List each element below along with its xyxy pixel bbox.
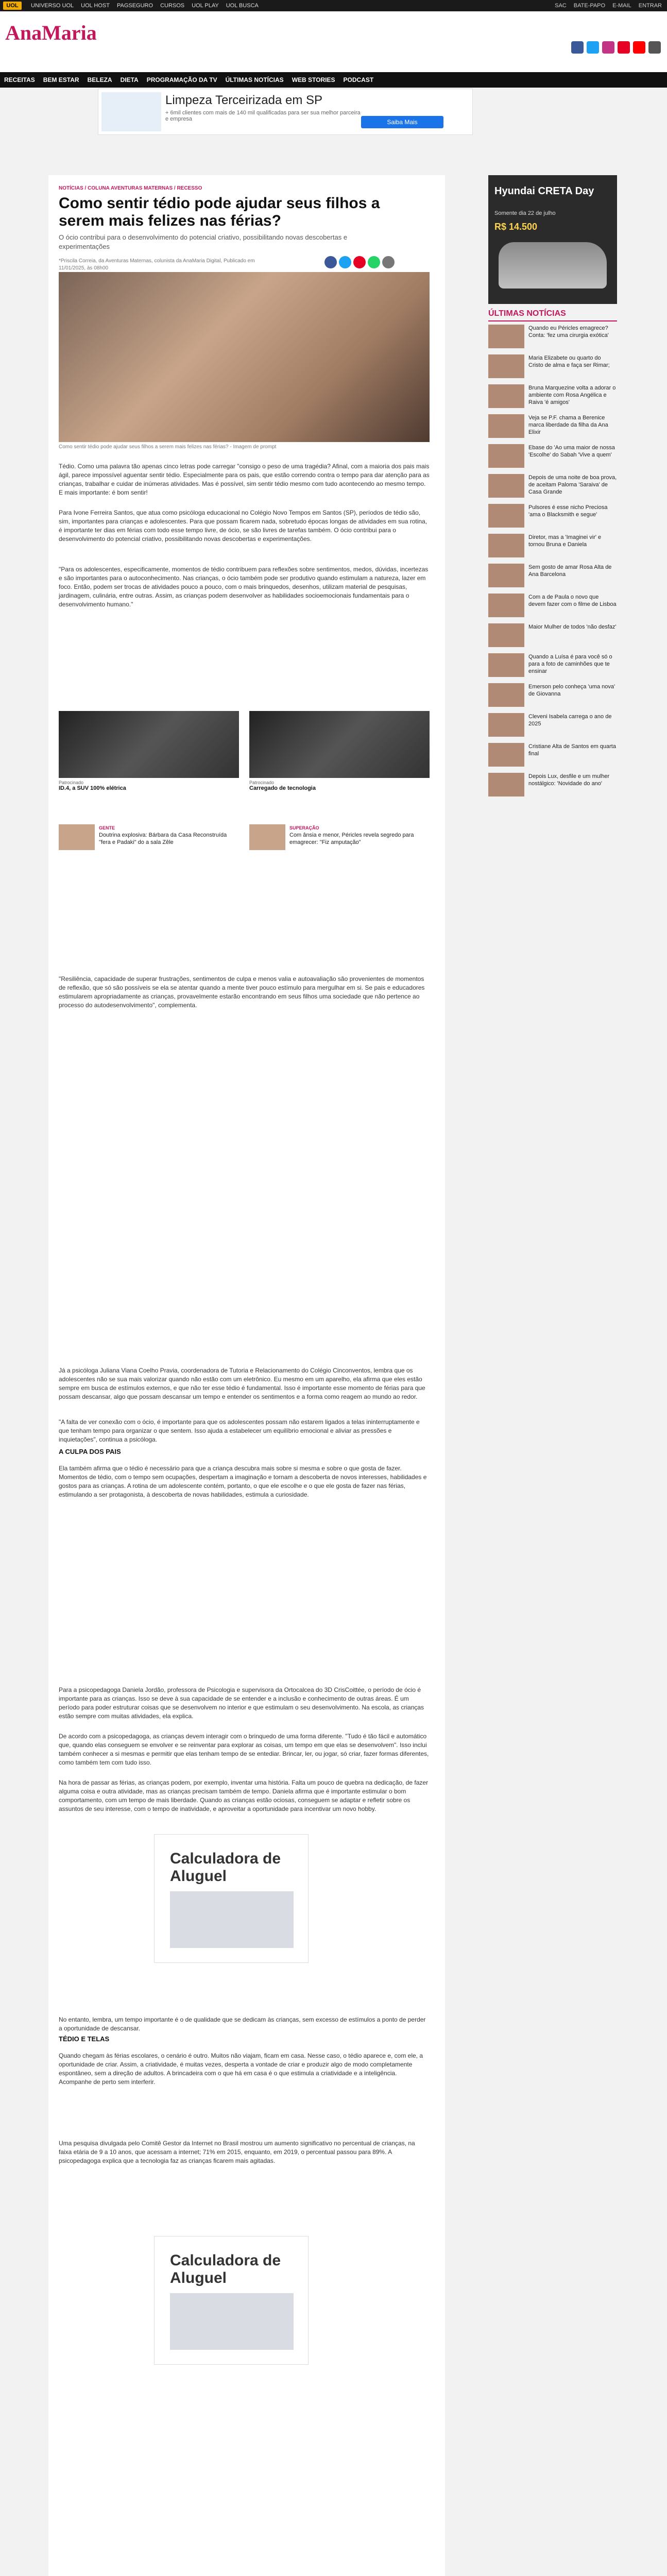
nav-item-ultimas[interactable]: ÚLTIMAS NOTÍCIAS: [225, 76, 284, 83]
email-share-icon[interactable]: [382, 256, 395, 268]
nav-item-beleza[interactable]: BELEZA: [87, 76, 112, 83]
twitter-icon[interactable]: [587, 41, 599, 54]
news-thumb: [488, 743, 524, 767]
card-caption: Carregado de tecnologia: [249, 785, 316, 791]
pinterest-icon[interactable]: [618, 41, 630, 54]
uol-link[interactable]: CURSOS: [160, 3, 185, 9]
uol-link[interactable]: UOL BUSCA: [226, 3, 259, 9]
sidebar-news-item[interactable]: [488, 474, 617, 502]
whatsapp-share-icon[interactable]: [368, 256, 380, 268]
sidebar-news-item[interactable]: [488, 534, 617, 562]
news-title: Pulsores é esse nicho Preciosa 'ama o Blacksmith e segue': [528, 504, 608, 518]
sidebar-news-item[interactable]: [488, 623, 617, 651]
sidebar-news-item[interactable]: [488, 594, 617, 621]
article-paragraph: "Para os adolescentes, especificamente, momentos de tédio contribuem para reflexões sobre sentimentos, medos, dúvidas, incertezas e são importantes para o autoconhecimento. Nas crianças, o ócio também pode ser produtivo quando estimulam a natureza, lazer em foco. Então, podem ser trocas de atividades pouco a pouco, com o mais brinquedos, desenhos, utilizam material de pesquisas, jardinagem, culinária, entre outras. Assim, as crianças podem desenvolver as habilidades socioemocionais fundamentais para o desenvolvimento humano.": [59, 566, 429, 608]
pinterest-share-icon[interactable]: [353, 256, 366, 268]
uol-top-bar: [0, 0, 667, 11]
calculator-ad-title: Calculadora de Aluguel: [170, 2252, 281, 2286]
article-paragraph: "A falta de ver conexão com o ócio, é importante para que os adolescentes possam não estarem ligados a telas ininterruptamente e que tenham tempo para organizar o que sentem. Isso ajuda a estabelecer um equilíbrio emocional e aliviar as pressões e inquietações", continua a psicóloga.: [59, 1418, 420, 1443]
related-title: Doutrina explosiva: Bárbara da Casa Reconstruída "fera e Padaki" do a sala Zêle: [99, 832, 227, 845]
sidebar-news-item[interactable]: [488, 653, 617, 681]
article-paragraph: "Resiliência, capacidade de superar frustrações, sentimentos de culpa e menos valia e autoavaliação são provenientes de momentos de reflexão, que só são possíveis se ela se atentar quando a mente tiver pouco estímulo para mergulhar em si. Se pais e educadores estimularem apropriadamente as crianças, provavelmente estarão encontrando em seus filhos uma sociedade que não pertence ao processo do autodesenvolvimento", complementa.: [59, 975, 425, 1009]
article-paragraph: Para a psicopedagoga Daniela Jordão, professora de Psicologia e supervisora da Ortocalcea do 3D CrisCoittée, o período de ócio é importante para as crianças. Isso se deve à sua capacidade de se entender e a inclusão e conhecimento de outras áreas. É um período para poder estruturar coisas que se desenvolvem no interior e que estimulam o seu desenvolvimento. Na escola, as crianças estão sempre com muitas atividades, ela explica.: [59, 1686, 424, 1720]
uol-link[interactable]: UOL PLAY: [192, 3, 219, 9]
news-thumb: [488, 534, 524, 557]
uol-link[interactable]: PAGSEGURO: [116, 3, 153, 9]
sidebar-ad-title: Hyundai CRETA Day: [494, 185, 594, 197]
news-title: Quando a Luísa é para você só o para a foto de caminhões que te ensinar: [528, 654, 612, 674]
card-image: [249, 711, 430, 778]
card-image: [59, 711, 239, 778]
news-thumb: [488, 623, 524, 647]
facebook-share-icon[interactable]: [324, 256, 337, 268]
ad-cta-button[interactable]: Saiba Mais: [361, 116, 443, 128]
sidebar-ad[interactable]: [488, 175, 617, 304]
article-byline: *Priscila Correia, da Aventuras Maternas, colunista da AnaMaria Digital, Publicado em 11/01/2025, às 08h00: [59, 258, 255, 271]
article-paragraph: No entanto, lembra, um tempo importante é o de qualidade que se dedicam às crianças, sem excesso de estímulos a ponto de perder a oportunidade de descansar.: [59, 2016, 426, 2032]
uol-account-links: [555, 3, 662, 9]
news-thumb: [488, 325, 524, 348]
top-ad-banner[interactable]: [98, 89, 473, 135]
youtube-icon[interactable]: [633, 41, 645, 54]
article-paragraph: Ela também afirma que o tédio é necessário para que a criança descubra mais sobre si mesma e sobre o que gosta de fazer. Momentos de tédio, com o tempo sem ocupações, despertam a imaginação e tornam a descoberta de novos interesses, habilidades e gostos para as crianças. A rotina de um adolescente contém, portanto, o que ele escolhe e o que ele gosta de fazer nas férias, estimulando a ser protagonista, à descoberta de novas habilidades, estimula a curiosidade.: [59, 1465, 427, 1498]
sidebar-news-item[interactable]: [488, 683, 617, 711]
nav-item-receitas[interactable]: RECEITAS: [4, 76, 35, 83]
news-thumb: [488, 444, 524, 468]
news-title: Sem gosto de amar Rosa Alta de Ana Barcelona: [528, 564, 612, 578]
related-thumb: [59, 824, 95, 850]
uol-logo[interactable]: UOL: [3, 2, 22, 10]
sponsored-card[interactable]: [249, 711, 430, 791]
news-title: Ebase do 'Ao uma maior de nossa 'Escolhe' do Sabah 'Vive a quem': [528, 445, 615, 458]
news-thumb: [488, 594, 524, 617]
nav-item-podcast[interactable]: PODCAST: [343, 76, 374, 83]
ad-image: [101, 92, 161, 131]
login-link[interactable]: ENTRAR: [638, 3, 662, 9]
news-title: Com a de Paula o novo que devem fazer com o filme de Lisboa: [528, 594, 617, 607]
twitter-share-icon[interactable]: [339, 256, 351, 268]
card-caption: ID.4, a SUV 100% elétrica: [59, 785, 126, 791]
search-icon[interactable]: [648, 41, 661, 54]
share-buttons: [324, 256, 395, 268]
card-label: Patrocinado: [249, 780, 275, 785]
article-subtitle: O ócio contribui para o desenvolvimento do potencial criativo, possibilitando novas descobertas e experimentações: [59, 233, 348, 250]
sponsored-card[interactable]: [59, 711, 239, 791]
related-item[interactable]: [249, 824, 430, 850]
instagram-icon[interactable]: [602, 41, 614, 54]
hero-image: [59, 272, 430, 442]
news-title: Maria Elizabete ou quarto do Cristo de alma e faça ser Rimar;: [528, 355, 610, 368]
latest-news-heading: ÚLTIMAS NOTÍCIAS: [488, 309, 617, 321]
sidebar-news-item[interactable]: [488, 414, 617, 442]
section-heading: TÉDIO E TELAS: [59, 2035, 110, 2043]
article-paragraph: Uma pesquisa divulgada pelo Comitê Gestor da Internet no Brasil mostrou um aumento significativo no percentual de crianças, na faixa etária de 9 a 10 anos, que acessam a internet; 71% em 2015, enquanto, em 2019, o percentual passou para 89%. A psicopedagoga explica que a tecnologia faz as crianças ficarem mais agitadas.: [59, 2140, 415, 2164]
article-paragraph: Tédio. Como uma palavra tão apenas cinco letras pode carregar "consigo o peso de uma tragédia? Afinal, com a maioria dos pais mais ágil, parece impossível aguentar sentir tédio. Especialmente para os pais, que estão correndo contra o tempo para dar atenção para as crianças, trabalhar e cuidar de inúmeras atividades. Mas é possível, sim sentir tédio mesmo com tudo acontecendo ao mesmo tempo. E mais importante: é bom sentir!: [59, 463, 430, 496]
news-thumb: [488, 414, 524, 438]
news-title: Diretor, mas a 'Imaginei vir' e tornou Bruna e Daniela: [528, 534, 602, 548]
chat-link[interactable]: BATE-PAPO: [573, 3, 606, 9]
sidebar-news-item[interactable]: [488, 354, 617, 382]
news-title: Depois Lux, desfile e um mulher nostálgico: 'Novidade do ano': [528, 773, 610, 787]
ad-title: Limpeza Terceirizada em SP: [165, 93, 323, 107]
nav-item-tv[interactable]: PROGRAMAÇÃO DA TV: [146, 76, 217, 83]
social-links: [571, 41, 661, 54]
news-title: Maior Mulher de todos 'não desfaz': [528, 624, 617, 630]
calculator-ad[interactable]: [154, 2236, 309, 2365]
related-item[interactable]: [59, 824, 239, 850]
news-thumb: [488, 713, 524, 737]
news-title: Cleveni Isabela carrega o ano de 2025: [528, 714, 612, 727]
email-link[interactable]: E-MAIL: [612, 3, 631, 9]
news-title: Depois de uma noite de boa prova, de aceitam Paloma 'Saraiva' de Casa Grande: [528, 474, 617, 495]
card-label: Patrocinado: [59, 780, 84, 785]
news-title: Cristiane Alta de Santos em quarta final: [528, 743, 616, 757]
sidebar-news-item[interactable]: [488, 504, 617, 532]
sidebar-news-item[interactable]: [488, 564, 617, 591]
article-paragraph: Para Ivone Ferreira Santos, que atua como psicóloga educacional no Colégio Novo Tempos em Santos (SP), períodos de tédio são, sim, importantes para crianças e adolescentes. Para que possam ficarem nada, sobretudo épocas longas de atividades em sua rotina, é importante ter dias em férias com todo esse tempo livre, de ócio, se são livres de tarefas também. O ócio contribui para o desenvolvimento do potencial criativo, possibilitando novas descobertas e experimentações.: [59, 509, 427, 543]
news-thumb: [488, 384, 524, 408]
facebook-icon[interactable]: [571, 41, 584, 54]
sponsored-cards: [59, 711, 430, 814]
nav-item-dieta[interactable]: DIETA: [120, 76, 139, 83]
calculator-ad[interactable]: [154, 1834, 309, 1963]
article-paragraph: De acordo com a psicopedagoga, as crianças devem interagir com o brinquedo de uma forma diferente. "Tudo é tão fácil e automático que, quando elas conseguem se envolver e se reinventar para explorar as coisas, um tempo em que elas se desenvolvem". Isso inclui também conhecer a si mesmas e permitir que elas tenham tempo de se entediar. Brincar, ler, ou jogar, só criar, fazer formas diferentes, como também tem com tudo isso.: [59, 1733, 429, 1766]
sidebar-news-item[interactable]: [488, 773, 617, 801]
related-thumb: [249, 824, 285, 850]
uol-links: [31, 3, 259, 9]
news-thumb: [488, 504, 524, 528]
breadcrumb[interactable]: NOTÍCIAS / COLUNA AVENTURAS MATERNAS / RECESSO: [59, 185, 202, 191]
page-title: Como sentir tédio pode ajudar seus filhos a serem mais felizes nas férias?: [59, 195, 380, 229]
article-paragraph: Na hora de passar as férias, as crianças podem, por exemplo, inventar uma história. Falta um pouco de quebra na dedicação, de fazer alguma coisa e outra atividade, mas as crianças precisam também de tempo. Daniela afirma que é importante estimular o bom comportamento, com um tempo de mais liberdade. Quando as crianças estão ociosas, conseguem se adaptar e refletir sobre os assuntos de seu interesse, com o tempo de inatividade, e aproveitar a oportunidade para incentivar um novo hobby.: [59, 1779, 429, 1812]
news-title: Veja se P.F. chama a Berenice marca liberdade da filha da Ana Elixir: [528, 415, 608, 435]
news-title: Quando eu Péricles emagrece? Conta: 'fez uma cirurgia exótica': [528, 325, 609, 338]
sidebar-ad-price: R$ 14.500: [494, 222, 538, 232]
related-kicker: SUPERAÇÃO: [289, 825, 319, 831]
uol-link[interactable]: UNIVERSO UOL: [31, 3, 74, 9]
related-title: Com ânsia e menor, Péricles revela segredo para emagrecer: "Fiz amputação": [289, 832, 414, 845]
sac-link[interactable]: SAC: [555, 3, 567, 9]
nav-item-bem-estar[interactable]: BEM ESTAR: [43, 76, 79, 83]
sidebar-news-item[interactable]: [488, 743, 617, 771]
sidebar-ad-subtitle: Somente dia 22 de julho: [494, 210, 556, 216]
article-paragraph: Quando chegam às férias escolares, o cenário é outro. Muitos não viajam, ficam em casa. Nesse caso, o tédio aparece e, com ele, a oportunidade de criar. Assim, a criatividade, é muitas vezes, desperta a vontade de criar e produzir algo de modo completamente espontâneo, sem a direção de adultos. A brincadeira com o que há em casa é o que estimula a criatividade e a inteligência. Acompanhe de perto sem interferir.: [59, 2052, 423, 2086]
news-thumb: [488, 354, 524, 378]
calculator-ad-title: Calculadora de Aluguel: [170, 1850, 281, 1885]
calculator-ad-image: [170, 1891, 294, 1948]
news-thumb: [488, 564, 524, 587]
news-title: Emerson pelo conheça 'uma nova' de Giovanna: [528, 684, 615, 697]
site-logo[interactable]: AnaMaria: [5, 21, 97, 44]
related-kicker: GENTE: [99, 825, 115, 831]
nav-item-web-stories[interactable]: WEB STORIES: [292, 76, 335, 83]
ad-text: + 6mil clientes com mais de 140 mil qualificadas para ser sua melhor parceira e empresa: [165, 110, 361, 122]
site-header: [0, 11, 667, 72]
sidebar-news-item[interactable]: [488, 325, 617, 352]
car-image: [499, 242, 607, 289]
uol-link[interactable]: UOL HOST: [81, 3, 110, 9]
article-paragraph: Já a psicóloga Juliana Viana Coelho Pravia, coordenadora de Tutoria e Relacionamento do Colégio Cinconventos, lembra que os adolescentes não se sua mais valorizar quando não estão com um eletrônico. Eu mesmo em um aparelho, ela afirma que eles estão sempre em busca de estímulos externos, e que não ter esse tédio é fundamental. Isso é importante esse momento de férias para que possam descansar, algo que possam descansar um tempo e entender os sentimentos e a forma como reagem ao mundo ao redor.: [59, 1367, 425, 1400]
news-thumb: [488, 653, 524, 677]
calculator-ad-image: [170, 2293, 294, 2350]
news-title: Bruna Marquezine volta a adorar o ambiente com Rosa Angélica e Raiva 'é amigos': [528, 385, 616, 405]
section-heading: A CULPA DOS PAIS: [59, 1448, 121, 1455]
sidebar-news-item[interactable]: [488, 384, 617, 412]
sidebar-news-item[interactable]: [488, 713, 617, 741]
news-thumb: [488, 474, 524, 498]
news-thumb: [488, 773, 524, 796]
news-thumb: [488, 683, 524, 707]
sidebar-news-item[interactable]: [488, 444, 617, 472]
main-nav: [0, 72, 667, 88]
image-caption: Como sentir tédio pode ajudar seus filhos a serem mais felizes nas férias? - Imagem de prompt: [59, 444, 277, 450]
